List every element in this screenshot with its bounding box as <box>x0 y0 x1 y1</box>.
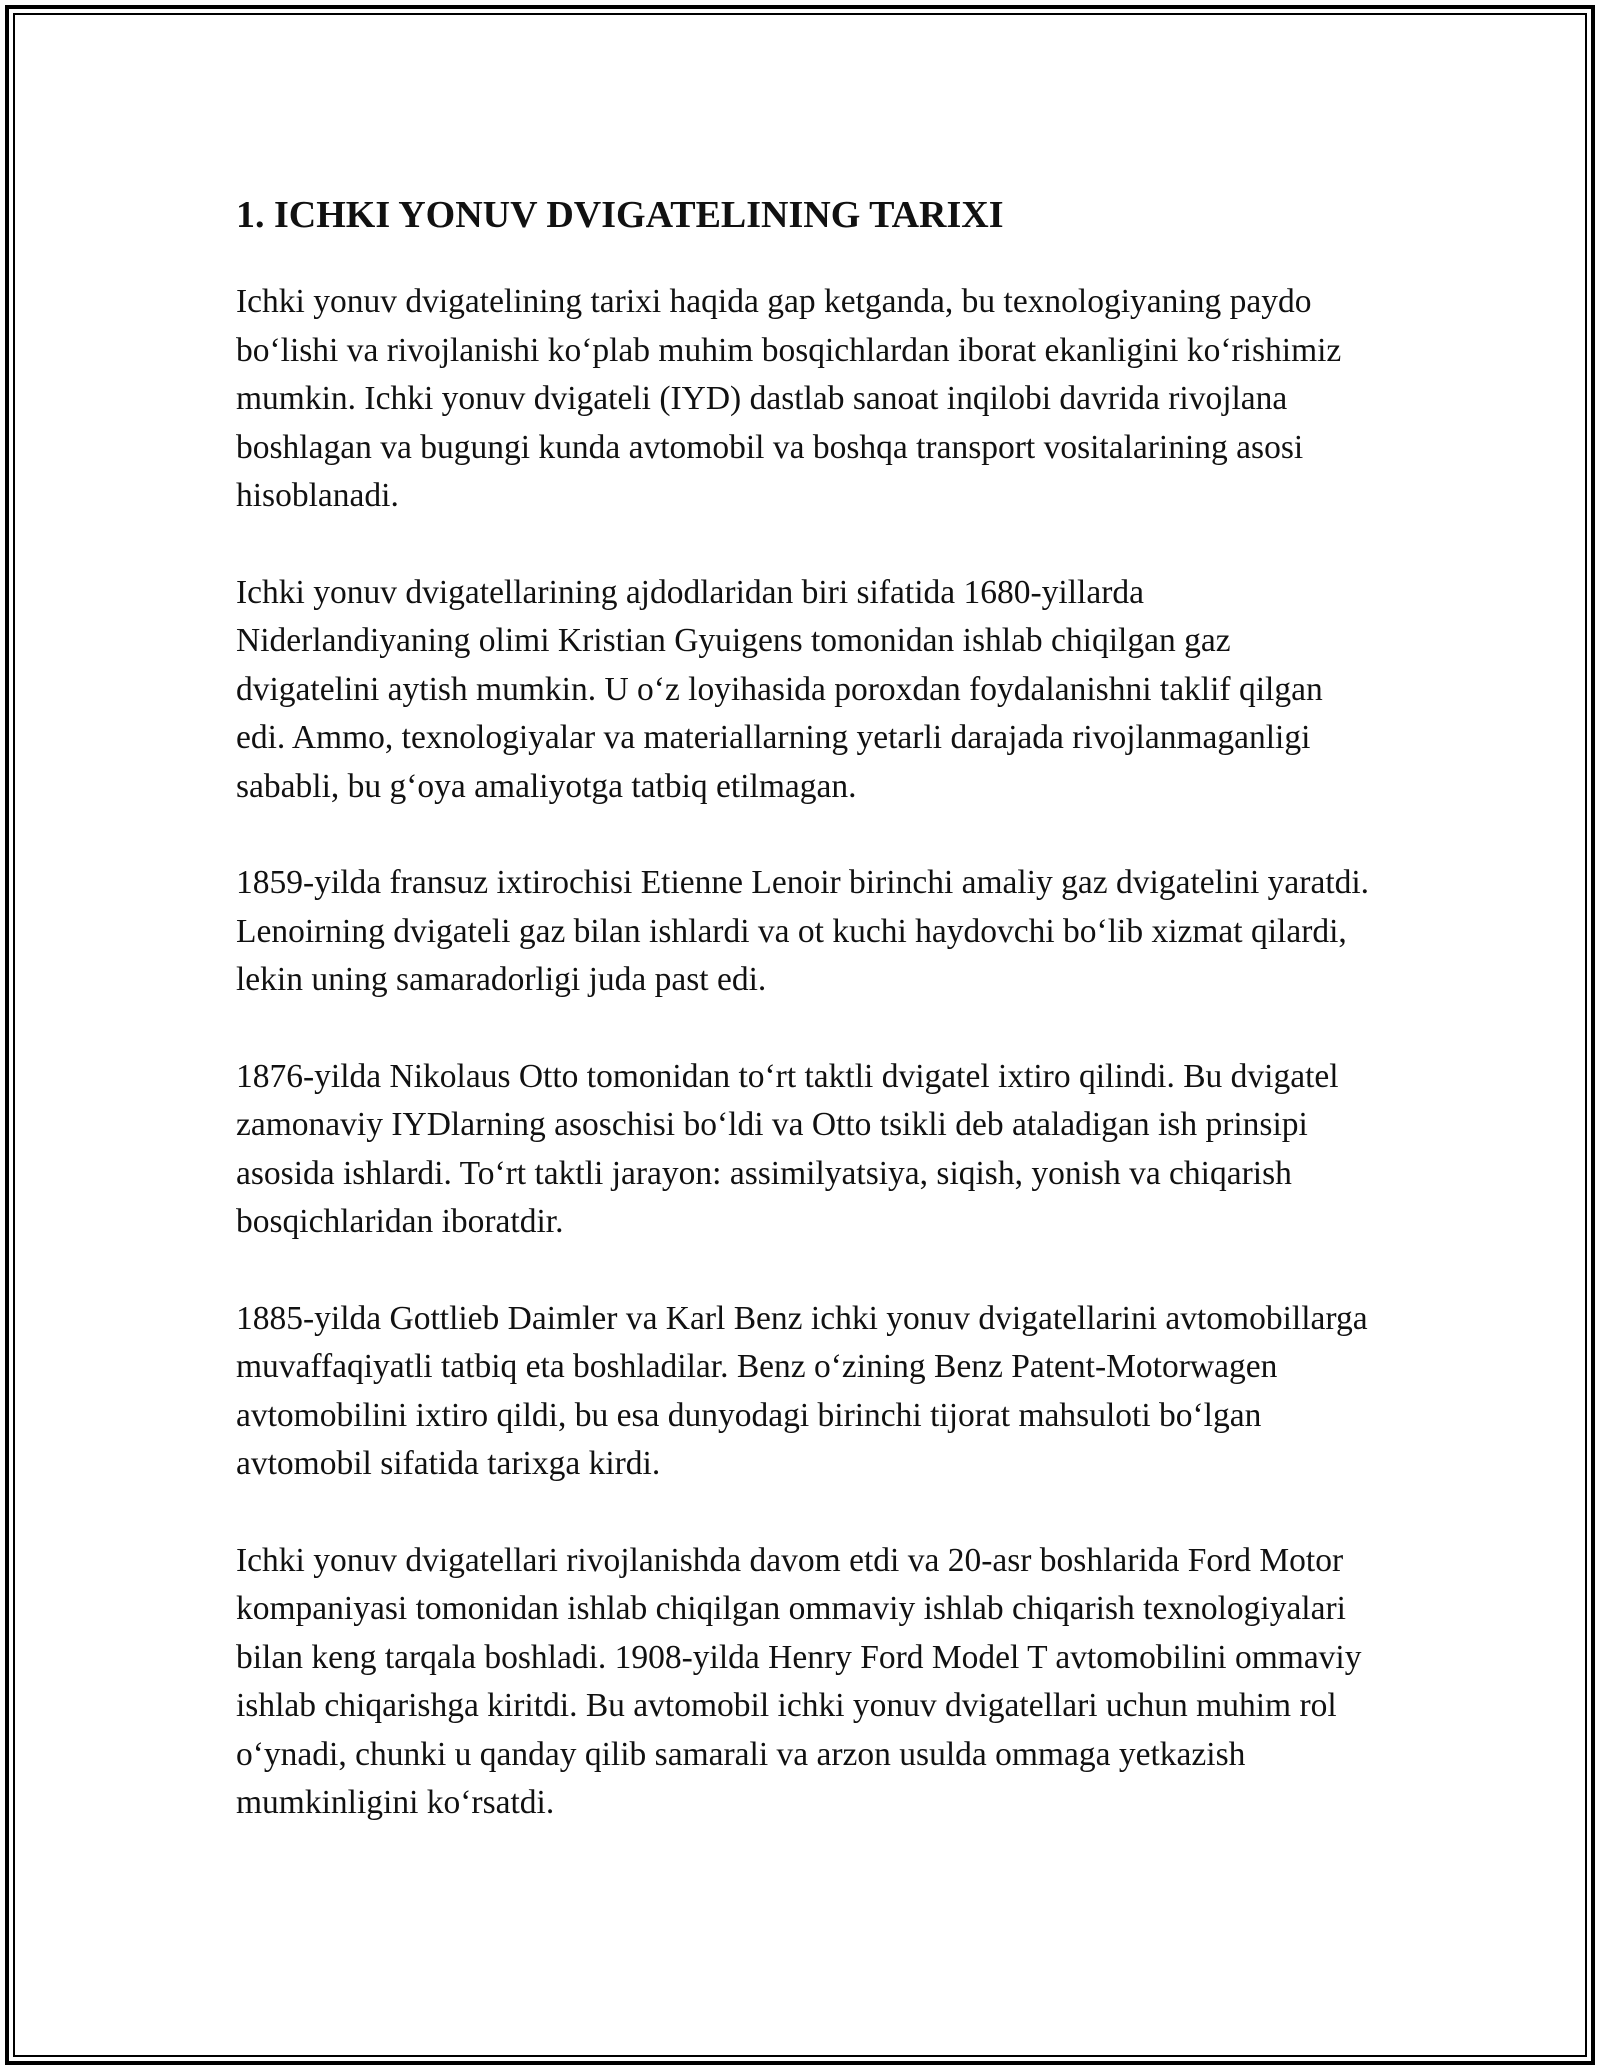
document-body <box>236 186 1376 1876</box>
document-title: 1. ICHKI YONUV DVIGATELINING TARIXI <box>236 194 1004 236</box>
paragraph-5: 1885-yilda Gottlieb Daimler va Karl Benz ichki yonuv dvigatellarini avtomobillarga muvaffaqiyatli tatbiq eta boshladilar. Benz o‘zining Benz Patent-Motorwagen avtomobilini ixtiro qildi, bu esa dunyodagi birinchi tijorat mahsuloti bo‘lgan avtomobil sifatida tarixga kirdi. <box>236 1299 1368 1482</box>
paragraph-4: 1876-yilda Nikolaus Otto tomonidan to‘rt taktli dvigatel ixtiro qilindi. Bu dvigatel zamonaviy IYDlarning asoschisi bo‘ldi va Otto tsikli deb ataladigan ish prinsipi asosida ishlardi. To‘rt taktli jarayon: assimilyatsiya, siqish, yonish va chiqarish bosqichlaridan iboratdir. <box>236 1057 1339 1240</box>
paragraph-2: Ichki yonuv dvigatellarining ajdodlaridan biri sifatida 1680-yillarda Niderlandiyaning olimi Kristian Gyuigens tomonidan ishlab chiqilgan gaz dvigatelini aytish mumkin. U o‘z loyihasida poroxdan foydalanishni taklif qilgan edi. Ammo, texnologiyalar va materiallarning yetarli darajada rivojlanmaganligi sababli, bu g‘oya amaliyotga tatbiq etilmagan. <box>236 573 1323 805</box>
paragraph-3: 1859-yilda fransuz ixtirochisi Etienne Lenoir birinchi amaliy gaz dvigatelini yaratdi. Lenoirning dvigateli gaz bilan ishlardi va ot kuchi haydovchi bo‘lib xizmat qilardi, lekin uning samaradorligi juda past edi. <box>236 864 1370 998</box>
paragraph-1: Ichki yonuv dvigatelining tarixi haqida gap ketganda, bu texnologiyaning paydo bo‘lishi va rivojlanishi ko‘plab muhim bosqichlardan iborat ekanligini ko‘rishimiz mumkin. Ichki yonuv dvigateli (IYD) dastlab sanoat inqilobi davrida rivojlana boshlagan va bugungi kunda avtomobil va boshqa transport vositalarining asosi hisoblanadi. <box>236 283 1342 514</box>
paragraph-6: Ichki yonuv dvigatellari rivojlanishda davom etdi va 20-asr boshlarida Ford Motor kompaniyasi tomonidan ishlab chiqilgan ommaviy ishlab chiqarish texnologiyalari bilan keng tarqala boshladi. 1908-yilda Henry Ford Model T avtomobilini ommaviy ishlab chiqarishga kiritdi. Bu avtomobil ichki yonuv dvigatellari uchun muhim rol o‘ynadi, chunki u qanday qilib samarali va arzon usulda ommaga yetkazish mumkinligini ko‘rsatdi. <box>236 1541 1362 1821</box>
